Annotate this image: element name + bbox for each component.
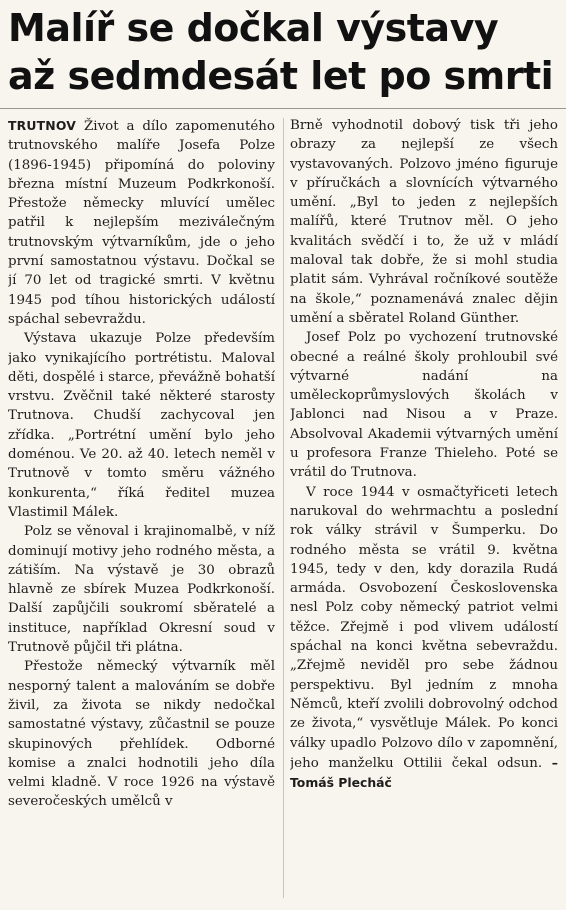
paragraph: Josef Polz po vychození trutnovské obecné a reálné školy prohloubil své výtvarné nadání na uměleckoprůmyslových školách v Jablonci nad Nisou a v Praze. Absolvoval Akademii výtvarných umění u profesora Franze Thieleho. Poté se vrátil do Trutnova. [290, 330, 558, 481]
article-headline [8, 4, 560, 100]
headline-line-2: až sedmdesát let po smrti [8, 54, 554, 98]
paragraph-text: V roce 1944 v osmačtyřiceti letech narukoval do wehrmachtu a poslední rok války strávil v Šumperku. Do rodného města se vrátil 9. května 1945, tedy v den, kdy dorazila Rudá armáda. Osvobození Československa nesl Polz coby německý patriot velmi těžce. Zřejmě i pod vlivem událostí spáchal na konci května sebevraždu. „Zřejmě neviděl pro sebe žádnou perspektivu. Byl jedním z mnoha Němců, kteří zvolili dobrovolný odchod ze života,“ vysvětluje Málek. Po konci války upadlo Polzovo dílo v zapomnění, jeho manželku Ottilii čekal odsun. [290, 484, 558, 771]
paragraph [8, 116, 275, 329]
paragraph-text: Život a dílo zapomenutého trutnovského malíře Josefa Polze (1896-1945) připomíná do poloviny března místní Muzeum Podkrkonoší. Přestože německy mluvící umělec patřil k nejlepším meziválečným trutnovským výtvarníkům, jde o jeho první samostatnou výstavu. Dočkal se jí 70 let od tragické smrti. V květnu 1945 pod tíhou historických událostí spáchal sebevraždu. [8, 119, 275, 327]
article-column-right [290, 116, 558, 906]
author-byline: Tomáš Plecháč [290, 775, 392, 791]
paragraph: Brně vyhodnotil dobový tisk tři jeho obrazy za nejlepší ze všech vystavovaných. Polzovo jméno figuruje v příručkách a slovnících výtvarného umění. „Byl to jeden z nejlepších malířů, které Trutnov měl. O jeho kvalitách svědčí i to, že už v mládí maloval tak dobře, že si mohl studia platit sám. Vyhrával ročníkové soutěže na škole,“ poznamenává znalec dějin umění a sběratel Roland Günther. [290, 118, 558, 326]
column-divider [283, 118, 284, 898]
author-dash: – [551, 754, 558, 770]
paragraph: Přestože německý výtvarník měl nesporný talent a malováním se dobře živil, za života se nikdy nedočkal samostatné výstavy, zůčastnil se pouze skupinových přehlídek. Odborné komise a znalci hodnotili jeho díla velmi kladně. V roce 1926 na výstavě severočeských umělců v [8, 659, 275, 810]
headline-line-1: Malíř se dočkal výstavy [8, 6, 499, 50]
headline-rule [0, 108, 566, 109]
article-column-left [8, 116, 275, 906]
paragraph: Výstava ukazuje Polze především jako vynikajícího portrétistu. Maloval děti, dospělé i starce, převážně bohatší vrstvu. Zvěčnil také některé starosty Trutnova. Chudší zachycoval jen zřídka. „Portrétní umění bylo jeho doménou. Ve 20. až 40. letech neměl v Trutnově v tomto směru vážného konkurenta,“ říká ředitel muzea Vlastimil Málek. [8, 331, 275, 520]
dateline: TRUTNOV [8, 118, 77, 133]
paragraph [290, 483, 558, 794]
paragraph: Polz se věnoval i krajinomalbě, v níž dominují motivy jeho rodného města, a zátiším. Na výstavě je 30 obrazů hlavně ze sbírek Muzea Podkrkonoší. Další zapůjčili soukromí sběratelé a instituce, například Okresní soud v Trutnově půjčil tři plátna. [8, 524, 275, 656]
